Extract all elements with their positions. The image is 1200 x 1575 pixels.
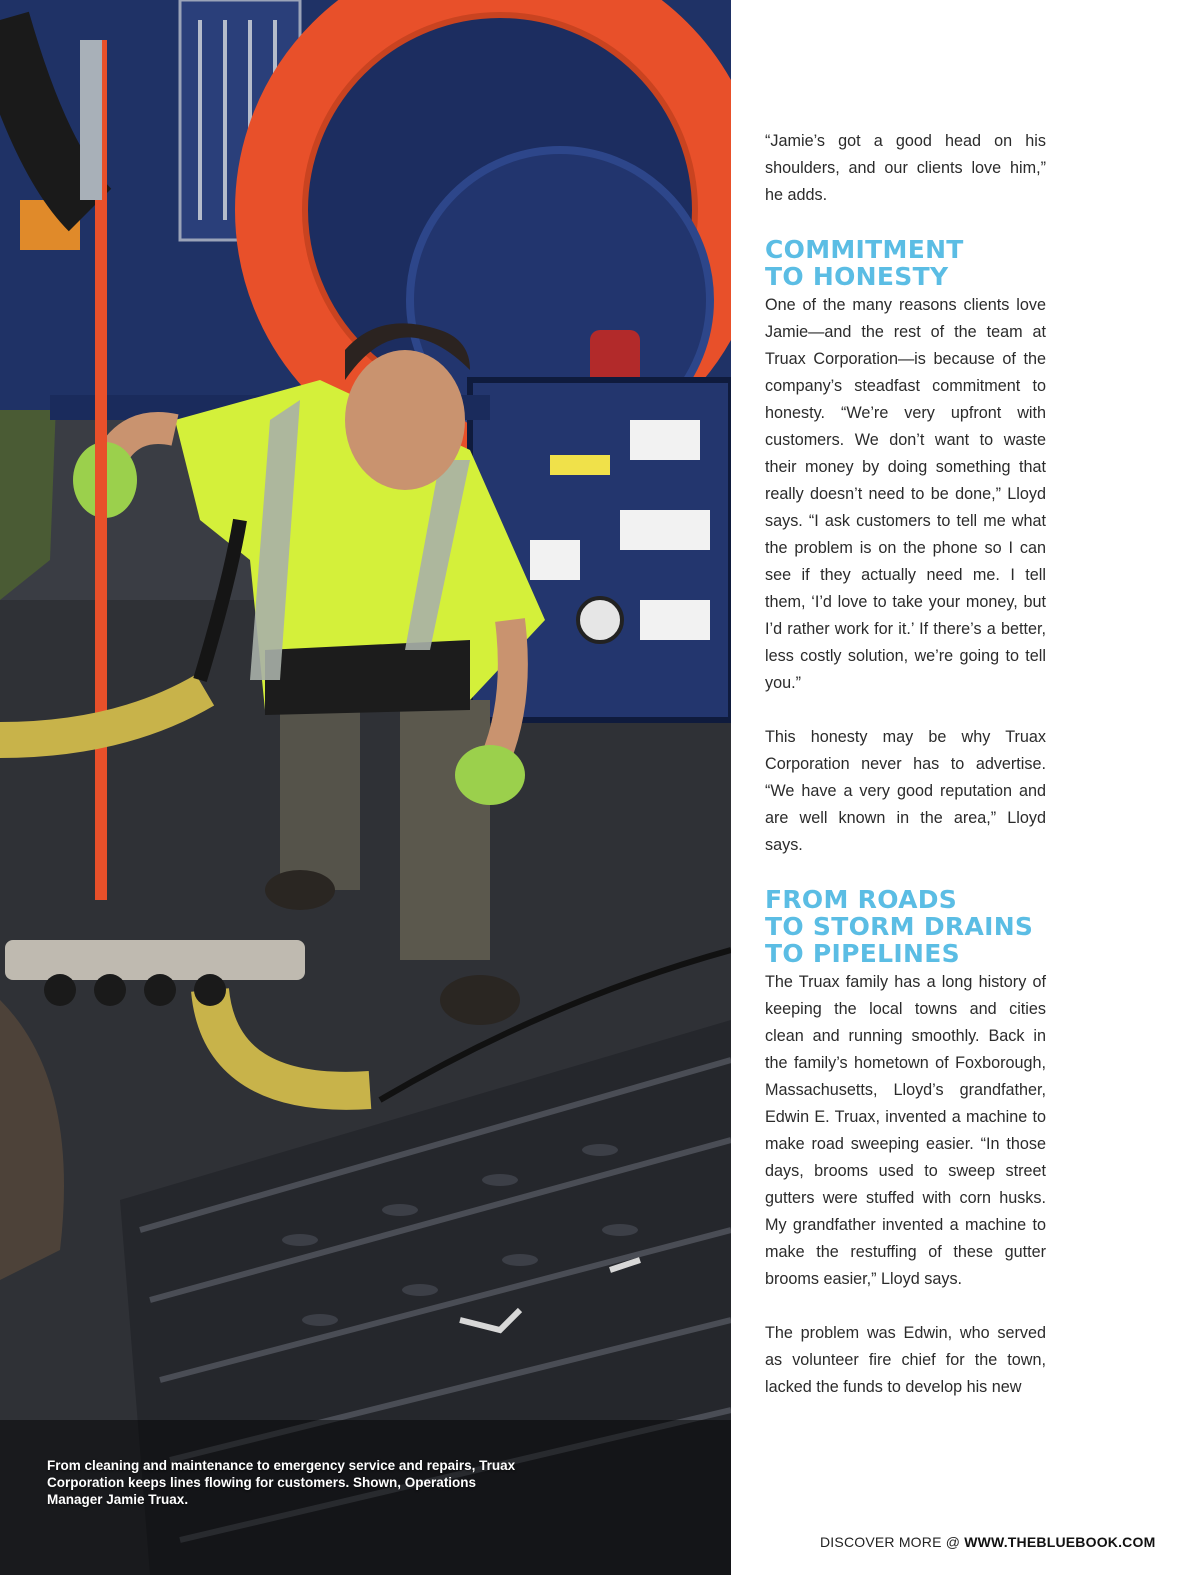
article-column — [765, 128, 1046, 1428]
footer-prefix: DISCOVER MORE @ — [820, 1534, 965, 1550]
body-paragraph: The problem was Edwin, who served as volunteer fire chief for the town, lacked the funds to develop his new — [765, 1324, 1046, 1396]
section-heading-commitment — [765, 236, 1046, 290]
body-paragraph: The Truax family has a long history of keeping the local towns and cities clean and running smoothly. Back in the family’s hometown of Foxborough, Massachusetts, Lloyd’s grandfather, Edwin E. Truax, invented a machine to make road sweeping easier. “In those days, brooms used to sweep street gutters were stuffed with corn husks. My grandfather invented a machine to make the restuffing of these gutter brooms easier,” Lloyd says. — [765, 973, 1046, 1288]
body-paragraph: One of the many reasons clients love Jamie—and the rest of the team at Truax Corporation—is because of the company’s steadfast commitment to honesty. “We’re very upfront with customers. We don’t want to waste their money by doing something that really doesn’t need to be done,” Lloyd says. “I ask customers to tell me what the problem is on the phone so I can see if they actually need me. I tell them, ‘I’d love to take your money, but I’d rather work for it.’ If there’s a better, less costly solution, we’re going to tell you.” — [765, 296, 1046, 692]
photo-caption: From cleaning and maintenance to emergency service and repairs, Truax Corporation keeps lines flowing for customers. Shown, Operations Manager Jamie Truax. — [47, 1458, 516, 1507]
heading-line: COMMITMENT — [765, 235, 964, 264]
footer-url-link[interactable]: WWW.THEBLUEBOOK.COM — [964, 1534, 1156, 1550]
body-paragraph: This honesty may be why Truax Corporation never has to advertise. “We have a very good reputation and are well known in the area,” Lloyd says. — [765, 728, 1046, 854]
intro-paragraph: “Jamie’s got a good head on his shoulders, and our clients love him,” he adds. — [765, 132, 1046, 204]
heading-line: TO STORM DRAINS — [765, 912, 1034, 941]
heading-line: TO PIPELINES — [765, 939, 960, 968]
section-heading-roads — [765, 886, 1046, 967]
heading-line: TO HONESTY — [765, 262, 949, 291]
heading-line: FROM ROADS — [765, 885, 958, 914]
footer-discover-more — [820, 1534, 1155, 1550]
